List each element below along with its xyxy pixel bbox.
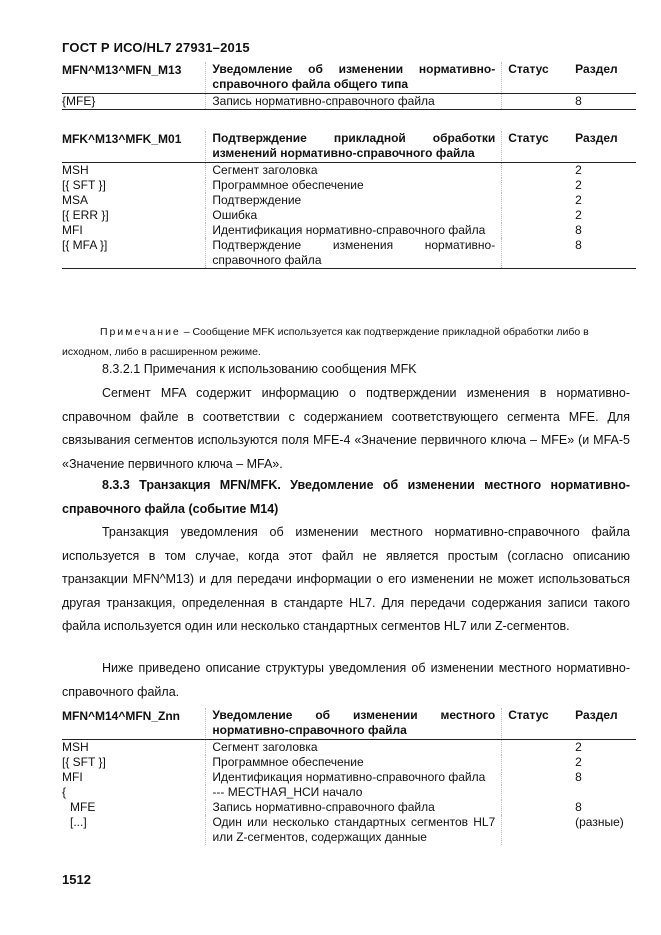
table-row [62, 94, 636, 109]
paragraph-transaction: Транзакция уведомления об изменении местного нормативно-справочного файла используется в том случае, когда этот файл не является простым (согласно описанию транзакции MFN^M13) и для передачи информации о его изменении не может использоваться другая транзакция, определенная в стандарте HL7. Для передачи содержания записи такого файла используется один или несколько стандартных сегментов HL7 или Z-сегментов. [62, 525, 630, 633]
cell-description: Подтверждение изменения нормативно-справочного файла [205, 238, 502, 268]
cell-segment: MFI [62, 770, 83, 784]
cell-segment: MSH [62, 163, 89, 177]
table-row [62, 208, 636, 223]
cell-description: Программное обеспечение [205, 178, 502, 193]
table-mfk-m13 [62, 131, 636, 269]
cell-status [502, 178, 569, 193]
cell-description: Сегмент заголовка [205, 163, 502, 178]
cell-description: Сегмент заголовка [205, 740, 502, 755]
document-header: ГОСТ Р ИСО/HL7 27931–2015 [62, 40, 250, 55]
cell-segment: MFE [70, 800, 96, 814]
cell-status [502, 755, 569, 770]
cell-section: 8 [575, 94, 582, 108]
cell-description: Идентификация нормативно-справочного файла [205, 223, 502, 238]
cell-description: --- МЕСТНАЯ_НСИ начало [205, 785, 502, 800]
cell-status [502, 770, 569, 785]
table-row [62, 785, 636, 800]
cell-segment: [{ SFT }] [62, 178, 106, 192]
cell-segment: [{ SFT }] [62, 755, 106, 769]
cell-segment: {MFE} [62, 94, 96, 108]
table-header [62, 62, 636, 94]
note [62, 322, 636, 362]
cell-description: Один или несколько стандартных сегментов HL7 или Z-сегментов, содержащих данные [205, 815, 502, 845]
col-section: Раздел [575, 131, 618, 145]
col-status: Статус [508, 131, 549, 145]
cell-section: 2 [575, 178, 582, 192]
col-message: MFK^M13^MFK_M01 [62, 132, 182, 146]
cell-section [569, 785, 636, 800]
cell-section: 8 [575, 800, 582, 814]
paragraph-mfa: Сегмент MFA содержит информацию о подтверждении изменения в нормативно-справочном файле в соответствии с содержанием соответствующего сегмента MFE. Для связывания сегментов используются поля MFE-4 «Значение первичного ключа – MFE» (и MFA-5 «Значение первичного ключа – MFA». [62, 386, 630, 471]
table-row [62, 755, 636, 770]
cell-segment: MSA [62, 193, 89, 207]
cell-section: 2 [575, 208, 582, 222]
table-row [62, 178, 636, 193]
note-text: – Сообщение MFK используется как подтверждение прикладной обработки либо в исходном, либо в расширенном режиме. [62, 326, 589, 358]
table-row [62, 193, 636, 208]
table-row [62, 238, 636, 268]
cell-description: Программное обеспечение [205, 755, 502, 770]
col-message: MFN^M14^MFN_Znn [62, 709, 181, 723]
section-heading-8321: 8.3.2.1 Примечания к использованию сообщения MFK [102, 362, 417, 376]
col-status: Статус [508, 62, 549, 76]
col-description: Подтверждение прикладной обработки изменений нормативно-справочного файла [205, 131, 502, 161]
cell-section: 8 [575, 770, 582, 784]
paragraph-structure-intro: Ниже приведено описание структуры уведомления об изменении местного нормативно-справочного файла. [62, 661, 630, 699]
cell-status [502, 740, 569, 755]
table-mfn-m14 [62, 708, 636, 845]
cell-description: Идентификация нормативно-справочного файла [205, 770, 502, 785]
table-row [62, 815, 636, 845]
cell-segment: [...] [70, 815, 87, 829]
cell-section: 8 [575, 238, 582, 252]
cell-segment: MFI [62, 223, 83, 237]
table-row [62, 223, 636, 238]
cell-description: Подтверждение [205, 193, 502, 208]
col-description: Уведомление об изменении местного нормативно-справочного файла [205, 708, 502, 738]
cell-segment: [{ MFA }] [62, 238, 108, 252]
cell-status [502, 815, 569, 845]
table-row [62, 800, 636, 815]
cell-segment: { [62, 785, 67, 799]
cell-status [502, 208, 569, 223]
table-mfn-m13 [62, 62, 636, 110]
col-section: Раздел [575, 62, 618, 76]
section-heading-833: 8.3.3 Транзакция MFN/MFK. Уведомление об изменении местного нормативно-справочного файла (событие M14) [62, 478, 630, 516]
cell-status [502, 223, 569, 238]
cell-status [502, 193, 569, 208]
table-header [62, 131, 636, 163]
table-row [62, 770, 636, 785]
cell-status [502, 785, 569, 800]
cell-status [502, 94, 569, 109]
cell-description: Запись нормативно-справочного файла [205, 94, 502, 109]
col-section: Раздел [575, 708, 618, 722]
cell-section: 2 [575, 740, 582, 754]
cell-status [502, 800, 569, 815]
table-row [62, 163, 636, 178]
cell-status [502, 163, 569, 178]
table-header [62, 708, 636, 740]
table-row [62, 740, 636, 755]
cell-segment: [{ ERR }] [62, 208, 109, 222]
col-message: MFN^M13^MFN_M13 [62, 63, 182, 77]
col-description: Уведомление об изменении нормативно-справочного файла общего типа [205, 62, 502, 92]
cell-status [502, 238, 569, 268]
col-status: Статус [508, 708, 549, 722]
cell-description: Запись нормативно-справочного файла [205, 800, 502, 815]
cell-segment: MSH [62, 740, 89, 754]
cell-section: 8 [575, 223, 582, 237]
page-number: 1512 [62, 872, 91, 887]
cell-section: (разные) [575, 815, 624, 829]
cell-description: Ошибка [205, 208, 502, 223]
cell-section: 2 [575, 163, 582, 177]
cell-section: 2 [575, 755, 582, 769]
note-label: Примечание [100, 326, 181, 338]
cell-section: 2 [575, 193, 582, 207]
